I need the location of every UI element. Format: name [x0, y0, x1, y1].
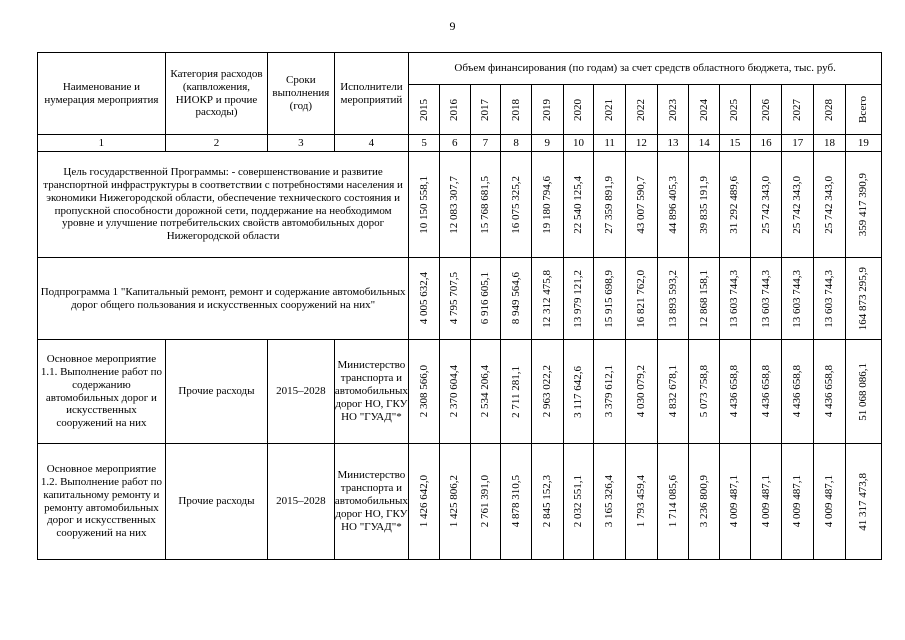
funding-value: 51 068 086,1 [845, 340, 881, 444]
funding-value: 2 711 281,1 [501, 340, 532, 444]
funding-value: 8 949 564,6 [501, 258, 532, 340]
column-number: 16 [750, 135, 782, 152]
column-number: 3 [268, 135, 334, 152]
funding-value: 12 312 475,8 [531, 258, 563, 340]
column-number: 12 [626, 135, 658, 152]
funding-value: 3 165 326,4 [594, 444, 626, 560]
funding-value: 4 832 678,1 [657, 340, 689, 444]
year-header: 2023 [657, 85, 689, 135]
funding-value: 4 009 487,1 [720, 444, 751, 560]
column-number: 18 [814, 135, 846, 152]
funding-value: 4 009 487,1 [814, 444, 846, 560]
funding-value: 25 742 343,0 [750, 152, 782, 258]
funding-value: 4 878 310,5 [501, 444, 532, 560]
funding-value: 1 425 806,2 [439, 444, 470, 560]
funding-value: 13 603 744,3 [782, 258, 814, 340]
funding-value: 4 795 707,5 [439, 258, 470, 340]
funding-value: 4 009 487,1 [750, 444, 782, 560]
funding-value: 3 117 642,6 [563, 340, 594, 444]
funding-value: 31 292 489,6 [720, 152, 751, 258]
funding-value: 1 714 085,6 [657, 444, 689, 560]
funding-value: 2 963 022,2 [531, 340, 563, 444]
page-number: 9 [449, 19, 456, 33]
activity-category: Прочие расходы [165, 444, 267, 560]
funding-value: 10 150 558,1 [409, 152, 440, 258]
funding-value: 16 075 325,2 [501, 152, 532, 258]
funding-value: 12 868 158,1 [689, 258, 720, 340]
year-header: 2027 [782, 85, 814, 135]
year-header: 2021 [594, 85, 626, 135]
financing-table [37, 52, 882, 560]
column-number: 5 [409, 135, 440, 152]
year-header: 2025 [720, 85, 751, 135]
funding-value: 1 426 642,0 [409, 444, 440, 560]
column-number: 7 [470, 135, 501, 152]
year-header: 2026 [750, 85, 782, 135]
activity-executor: Министерство транспорта и автомобильных дорог НО, ГКУ НО "ГУАД"* [334, 340, 409, 444]
funding-value: 43 007 590,7 [626, 152, 658, 258]
funding-value: 1 793 459,4 [626, 444, 658, 560]
funding-value: 2 308 566,0 [409, 340, 440, 444]
funding-value: 13 603 744,3 [720, 258, 751, 340]
column-number: 13 [657, 135, 689, 152]
column-number: 4 [334, 135, 409, 152]
funding-value: 27 359 891,9 [594, 152, 626, 258]
activity-terms: 2015–2028 [268, 444, 334, 560]
header-category: Категория расходов (капвложения, НИОКР и прочие расходы) [165, 53, 267, 135]
funding-value: 2 761 391,0 [470, 444, 501, 560]
funding-value: 6 916 605,1 [470, 258, 501, 340]
funding-value: 4 436 658,8 [782, 340, 814, 444]
funding-value: 4 436 658,8 [750, 340, 782, 444]
column-number: 2 [165, 135, 267, 152]
subprogram-text: Подпрограмма 1 "Капитальный ремонт, ремонт и содержание автомобильных дорог общего пользования и искусственных сооружений на них" [38, 258, 409, 340]
year-header: 2019 [531, 85, 563, 135]
funding-value: 4 436 658,8 [720, 340, 751, 444]
funding-value: 16 821 762,0 [626, 258, 658, 340]
column-number: 14 [689, 135, 720, 152]
column-number: 9 [531, 135, 563, 152]
column-number: 19 [845, 135, 881, 152]
funding-value: 13 979 121,2 [563, 258, 594, 340]
year-header: 2022 [626, 85, 658, 135]
funding-value: 19 180 794,6 [531, 152, 563, 258]
funding-value: 39 835 191,9 [689, 152, 720, 258]
funding-value: 4 030 079,2 [626, 340, 658, 444]
column-number: 17 [782, 135, 814, 152]
funding-value: 15 915 698,9 [594, 258, 626, 340]
header-terms: Сроки выполнения (год) [268, 53, 334, 135]
funding-value: 359 417 390,9 [845, 152, 881, 258]
year-header: 2015 [409, 85, 440, 135]
funding-value: 5 073 758,8 [689, 340, 720, 444]
column-number: 8 [501, 135, 532, 152]
year-header: 2020 [563, 85, 594, 135]
funding-value: 2 370 604,4 [439, 340, 470, 444]
funding-value: 4 436 658,8 [814, 340, 846, 444]
funding-value: 25 742 343,0 [782, 152, 814, 258]
funding-value: 15 768 681,5 [470, 152, 501, 258]
funding-value: 12 083 307,7 [439, 152, 470, 258]
year-header: 2028 [814, 85, 846, 135]
activity-category: Прочие расходы [165, 340, 267, 444]
header-name: Наименование и нумерация мероприятия [38, 53, 166, 135]
funding-value: 3 236 800,9 [689, 444, 720, 560]
year-header: 2024 [689, 85, 720, 135]
funding-value: 4 005 632,4 [409, 258, 440, 340]
year-header: 2017 [470, 85, 501, 135]
funding-value: 22 540 125,4 [563, 152, 594, 258]
funding-value: 2 845 152,3 [531, 444, 563, 560]
funding-value: 25 742 343,0 [814, 152, 846, 258]
activity-terms: 2015–2028 [268, 340, 334, 444]
goal-text: Цель государственной Программы: - совершенствование и развитие транспортной инфраструктуры в соответствии с потребностями населения и экономики Нижегородской области, обеспечение технического состояния и пропускной способности дорожной сети, поддержание на необходимом уровне и улучшение потребительских свойств автомобильных дорог Нижегородской области [38, 152, 409, 258]
header-funding: Объем финансирования (по годам) за счет средств областного бюджета, тыс. руб. [409, 53, 882, 85]
funding-value: 3 379 612,1 [594, 340, 626, 444]
funding-value: 13 603 744,3 [750, 258, 782, 340]
funding-value: 164 873 295,9 [845, 258, 881, 340]
funding-value: 41 317 473,8 [845, 444, 881, 560]
activity-executor: Министерство транспорта и автомобильных дорог НО, ГКУ НО "ГУАД"* [334, 444, 409, 560]
column-number: 10 [563, 135, 594, 152]
funding-value: 2 032 551,1 [563, 444, 594, 560]
year-header: 2016 [439, 85, 470, 135]
column-number: 11 [594, 135, 626, 152]
funding-value: 4 009 487,1 [782, 444, 814, 560]
column-number: 1 [38, 135, 166, 152]
header-executors: Исполнители мероприятий [334, 53, 409, 135]
funding-value: 13 893 593,2 [657, 258, 689, 340]
funding-value: 44 896 405,3 [657, 152, 689, 258]
funding-value: 2 534 206,4 [470, 340, 501, 444]
activity-name: Основное мероприятие 1.1. Выполнение работ по содержанию автомобильных дорог и искусственных сооружений на них [38, 340, 166, 444]
funding-value: 13 603 744,3 [814, 258, 846, 340]
year-header: 2018 [501, 85, 532, 135]
year-header: Всего [845, 85, 881, 135]
column-number: 6 [439, 135, 470, 152]
column-number: 15 [720, 135, 751, 152]
activity-name: Основное мероприятие 1.2. Выполнение работ по капитальному ремонту и ремонту автомобильных дорог и искусственных сооружений на них [38, 444, 166, 560]
